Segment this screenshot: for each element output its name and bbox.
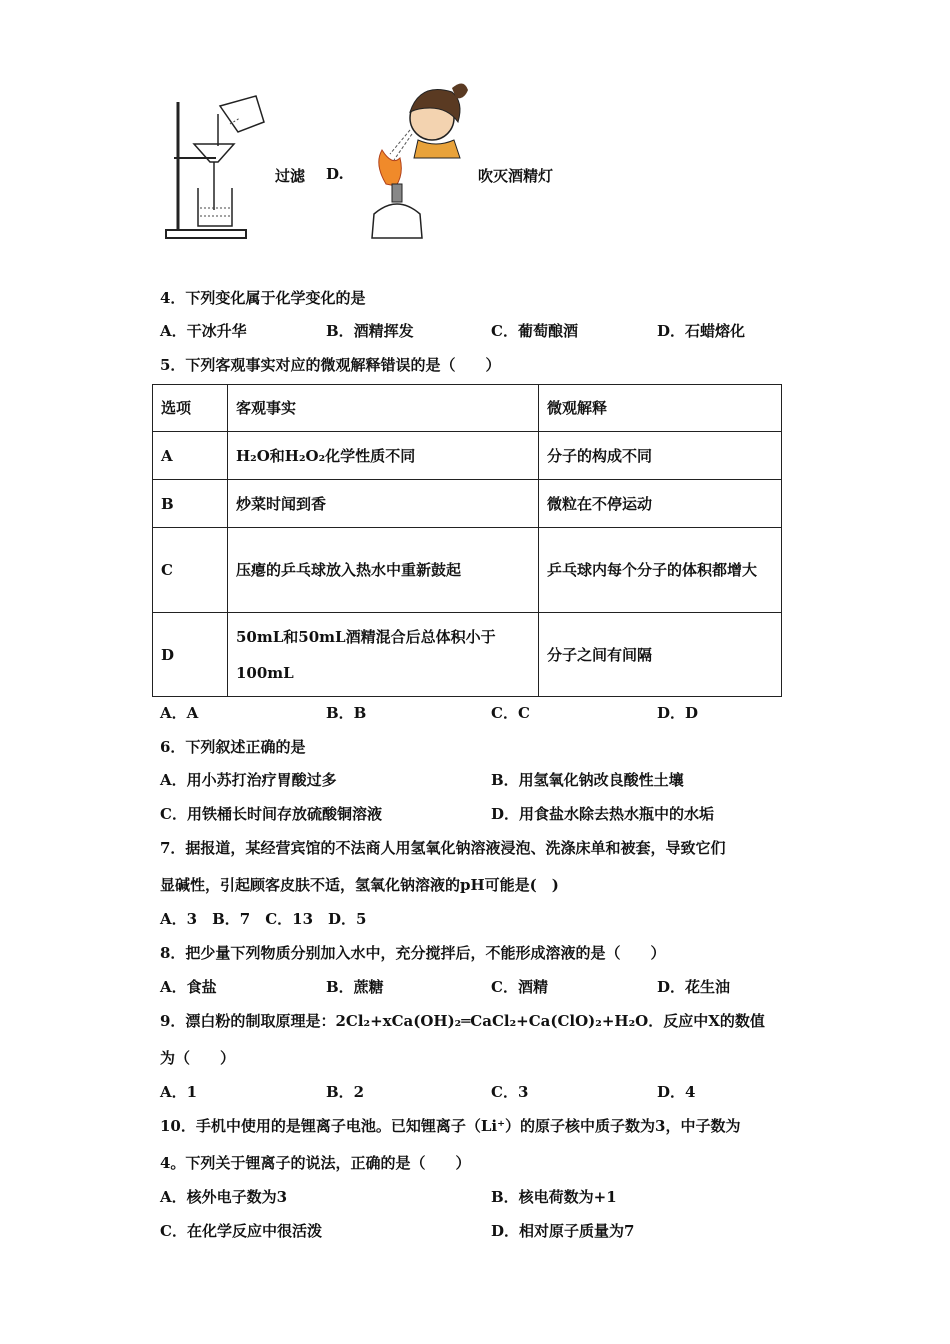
q7-stem-line2: 显碱性，引起顾客皮肤不适，氢氧化钠溶液的pH可能是( ) bbox=[160, 876, 559, 894]
q5-option-c: C．C bbox=[491, 704, 530, 722]
q5-option-a: A．A bbox=[160, 704, 199, 722]
row-fact: 压瘪的乒乓球放入热水中重新鼓起 bbox=[228, 528, 539, 613]
q4-option-c: C．葡萄酿酒 bbox=[491, 322, 578, 340]
row-option: D bbox=[153, 613, 228, 697]
q8-option-c: C．酒精 bbox=[491, 978, 548, 996]
header-fact: 客观事实 bbox=[228, 385, 539, 432]
table-row bbox=[153, 613, 782, 697]
q5-table bbox=[152, 384, 782, 697]
blow-out-lamp-illustration bbox=[360, 78, 470, 243]
q8-option-a: A．食盐 bbox=[160, 978, 217, 996]
row-explanation: 分子之间有间隔 bbox=[539, 613, 782, 697]
q7-stem-line1: 7．据报道，某经营宾馆的不法商人用氢氧化钠溶液浸泡、洗涤床单和被套，导致它们 bbox=[160, 839, 726, 857]
table-row bbox=[153, 480, 782, 528]
header-explanation: 微观解释 bbox=[539, 385, 782, 432]
q8-option-b: B．蔗糖 bbox=[326, 978, 384, 996]
q4-option-b: B．酒精挥发 bbox=[326, 322, 414, 340]
header-option: 选项 bbox=[153, 385, 228, 432]
q7-options: A．3 B．7 C．13 D．5 bbox=[160, 910, 367, 928]
row-explanation: 乒乓球内每个分子的体积都增大 bbox=[539, 528, 782, 613]
q6-option-c: C．用铁桶长时间存放硫酸铜溶液 bbox=[160, 805, 382, 823]
q8-stem: 8．把少量下列物质分别加入水中，充分搅拌后，不能形成溶液的是（ ） bbox=[160, 944, 666, 962]
q8-option-d: D．花生油 bbox=[657, 978, 731, 996]
table-row bbox=[153, 528, 782, 613]
q5-table-header bbox=[153, 385, 782, 432]
row-option: C bbox=[153, 528, 228, 613]
q6-option-a: A．用小苏打治疗胃酸过多 bbox=[160, 771, 337, 789]
q10-option-b: B．核电荷数为+1 bbox=[491, 1188, 617, 1206]
row-fact: 炒菜时闻到香 bbox=[228, 480, 539, 528]
row-fact: 50mL和50mL酒精混合后总体积小于100mL bbox=[228, 613, 539, 697]
row-fact: H₂O和H₂O₂化学性质不同 bbox=[228, 432, 539, 480]
q4-stem: 4．下列变化属于化学变化的是 bbox=[160, 289, 366, 307]
row-explanation: 分子的构成不同 bbox=[539, 432, 782, 480]
q10-option-a: A．核外电子数为3 bbox=[160, 1188, 288, 1206]
q6-stem: 6．下列叙述正确的是 bbox=[160, 738, 306, 756]
q9-option-b: B．2 bbox=[326, 1083, 365, 1101]
q4-option-d: D．石蜡熔化 bbox=[657, 322, 746, 340]
row-explanation: 微粒在不停运动 bbox=[539, 480, 782, 528]
q5-option-d: D．D bbox=[657, 704, 699, 722]
q10-stem-line1: 10．手机中使用的是锂离子电池。已知锂离子（Li⁺）的原子核中质子数为3，中子数为 bbox=[160, 1117, 741, 1135]
q9-option-a: A．1 bbox=[160, 1083, 198, 1101]
q9-option-d: D．4 bbox=[657, 1083, 696, 1101]
table-row bbox=[153, 432, 782, 480]
row-option: B bbox=[153, 480, 228, 528]
q6-option-b: B．用氢氧化钠改良酸性土壤 bbox=[491, 771, 684, 789]
row-option: A bbox=[153, 432, 228, 480]
q5-stem: 5．下列客观事实对应的微观解释错误的是（ ） bbox=[160, 356, 501, 374]
q9-stem-line1: 9．漂白粉的制取原理是：2Cl₂+xCa(OH)₂═CaCl₂+Ca(ClO)₂+H₂O．反应中X的数值 bbox=[160, 1012, 765, 1030]
q6-option-d: D．用食盐水除去热水瓶中的水垢 bbox=[491, 805, 715, 823]
q9-stem-line2: 为（ ） bbox=[160, 1049, 236, 1067]
option-d-label: 吹灭酒精灯 bbox=[478, 167, 554, 185]
q10-stem-line2: 4。下列关于锂离子的说法，正确的是（ ） bbox=[160, 1154, 471, 1172]
option-d-letter: D. bbox=[326, 165, 344, 183]
q10-option-d: D．相对原子质量为7 bbox=[491, 1222, 635, 1240]
option-c-label: 过滤 bbox=[275, 167, 306, 185]
q5-option-b: B．B bbox=[326, 704, 367, 722]
q4-option-a: A．干冰升华 bbox=[160, 322, 247, 340]
q10-option-c: C．在化学反应中很活泼 bbox=[160, 1222, 322, 1240]
q9-option-c: C．3 bbox=[491, 1083, 529, 1101]
filtration-apparatus-illustration bbox=[160, 92, 272, 242]
